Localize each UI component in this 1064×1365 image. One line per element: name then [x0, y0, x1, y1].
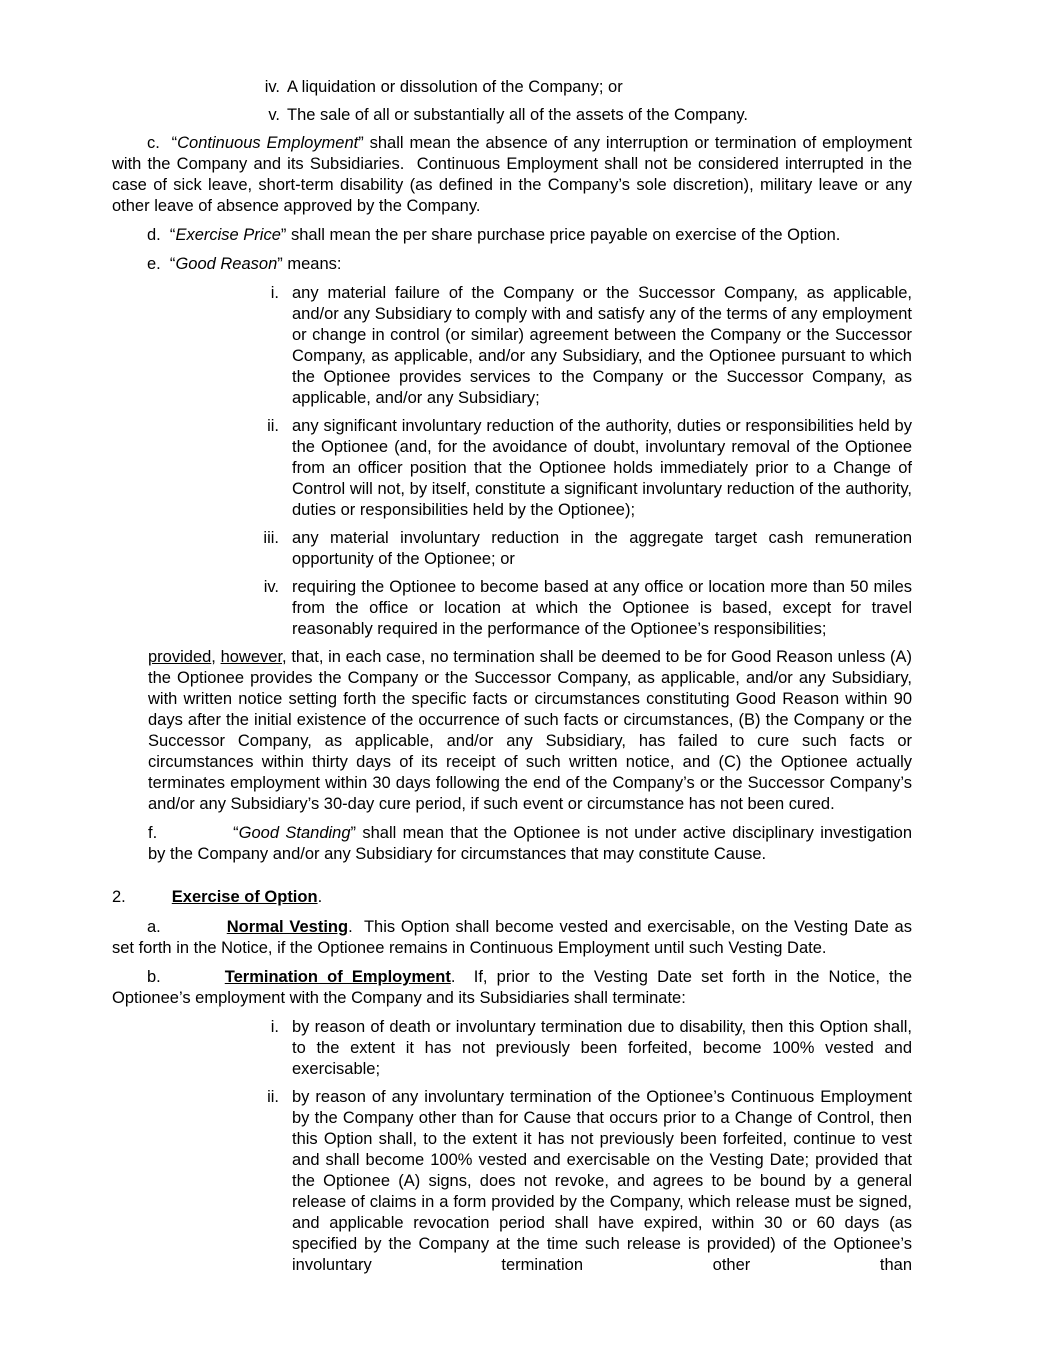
list-marker: iv.	[264, 78, 280, 96]
section-number: 2.	[112, 888, 126, 906]
proviso-separator: ,	[211, 648, 221, 666]
tab-spacer	[161, 931, 227, 932]
paragraph-title: Normal Vesting	[226, 918, 349, 936]
section-title: Exercise of Option	[171, 888, 318, 906]
definition-good-standing	[148, 823, 912, 865]
list-marker: ii.	[267, 1088, 279, 1106]
paragraph-body: . This Option shall become vested and exercisable, on the Vesting Date as set forth in the Notice, if the Optionee remains in Continuous Employment until such Vesting Date.	[112, 918, 912, 957]
defined-term: Good Standing	[238, 824, 351, 842]
definition-body: ” shall mean the per share purchase price payable on exercise of the Option.	[280, 226, 841, 244]
underlined-word: however	[220, 648, 283, 666]
paragraph-title: Termination of Employment	[224, 968, 451, 986]
proviso-body: , that, in each case, no termination shall be deemed to be for Good Reason unless (A) the Optionee provides the Company or the Successor Company, as applicable, and/or any Subsidiary, with written notice setting forth the specific facts or circumstances constituting Good Reason within 90 days after the initial existence of the occurrence of such facts or circumstances, (B) the Company or the Successor Company, as applicable, and/or any Subsidiary, has failed to cure such facts or circumstances within thirty days of its receipt of such written notice, and (C) the Optionee actually terminates employment within 30 days following the end of the Company’s or the Successor Company’s and/or any Subsidiary’s 30-day cure period, if such event or circumstance has not been cured.	[148, 648, 913, 813]
defined-term: Exercise Price	[175, 226, 281, 244]
termination-item-ii	[112, 1087, 912, 1276]
list-item-text: by reason of any involuntary termination of the Optionee’s Continuous Employment by the Company other than for Cause that occurs prior to a Change of Control, then this Option shall, to the extent it has not previously been forfeited, continue to vest and shall become 100% vested and exercisable on the Vesting Date; provided that the Optionee (A) signs, does not revoke, and agrees to be bound by a general release of claims in a form provided by the Company, which release must be signed, and applicable revocation period shall have expired, within 30 or 60 days (as specified by the Company at the time such release is provided) of the Optionee’s involuntary termination other than	[292, 1088, 912, 1274]
good-reason-item-iv	[112, 577, 912, 640]
list-item-text: by reason of death or involuntary termination due to disability, then this Option shall, to the extent it has not previously been forfeited, become 100% vested and exercisable;	[292, 1018, 912, 1078]
definition-marker: f.	[148, 824, 158, 842]
tab-spacer	[126, 901, 172, 902]
list-item-text: requiring the Optionee to become based at any office or location more than 50 miles from the office or location at which the Optionee is based, except for travel reasonably required in the performance of the Optionee’s responsibilities;	[292, 578, 912, 638]
change-of-control-item-v	[112, 105, 912, 126]
definition-lead: d. “	[147, 226, 176, 244]
list-item-text: A liquidation or dissolution of the Company; or	[287, 78, 623, 96]
definition-body: ” shall mean that the Optionee is not under active disciplinary investigation by the Company and/or any Subsidiary for circumstances that may constitute Cause.	[148, 824, 912, 863]
defined-term: Good Reason	[175, 255, 278, 273]
list-item-text: any material involuntary reduction in the aggregate target cash remuneration opportunity of the Optionee; or	[292, 529, 912, 568]
paragraph-normal-vesting	[112, 917, 912, 959]
definition-lead: “	[233, 824, 239, 842]
change-of-control-item-iv	[112, 77, 912, 98]
definition-good-reason	[112, 254, 912, 275]
underlined-word: provided	[148, 648, 212, 666]
list-item-text: any significant involuntary reduction of the authority, duties or responsibilities held by the Optionee (and, for the avoidance of doubt, involuntary removal of the Optionee from an officer position that the Optionee holds immediately prior to a Change of Control will not, by itself, constitute a significant involuntary reduction of the authority, duties or responsibilities held by the Optionee);	[292, 417, 912, 519]
list-marker: i.	[270, 1018, 279, 1036]
list-marker: ii.	[267, 417, 279, 435]
list-marker: v.	[268, 106, 280, 124]
tab-spacer	[161, 981, 225, 982]
paragraph-marker: a.	[147, 918, 161, 936]
paragraph-termination-of-employment	[112, 967, 912, 1009]
good-reason-item-ii	[112, 416, 912, 521]
definition-body: ” means:	[277, 255, 342, 273]
good-reason-item-i	[112, 283, 912, 409]
definition-exercise-price	[112, 225, 912, 246]
definition-lead: e. “	[147, 255, 176, 273]
list-item-text: any material failure of the Company or the Successor Company, as applicable, and/or any Subsidiary to comply with and satisfy any of the terms of any employment or change in control (or similar) agreement between the Company or the Successor Company, as applicable, and/or any Subsidiary, and the Optionee pursuant to which the Optionee provides services to the Company or the Successor Company, as applicable, and/or any Subsidiary;	[292, 284, 912, 407]
section-period: .	[317, 888, 323, 906]
definition-lead: c. “	[147, 134, 178, 152]
termination-item-i	[112, 1017, 912, 1080]
section-2-heading	[112, 887, 912, 908]
list-marker: iv.	[263, 578, 279, 596]
definition-body: ” shall mean the absence of any interruption or termination of employment with the Company and its Subsidiaries. Continuous Employment shall not be considered interrupted in the case of sick leave, short-term disability (as defined in the Company’s sole discretion), military leave or any other leave of absence approved by the Company.	[112, 134, 912, 215]
list-item-text: The sale of all or substantially all of the assets of the Company.	[287, 106, 749, 124]
tab-spacer	[157, 837, 233, 838]
defined-term: Continuous Employment	[177, 134, 359, 152]
paragraph-body: . If, prior to the Vesting Date set forth in the Notice, the Optionee’s employment with the Company and its Subsidiaries shall terminate:	[112, 968, 912, 1007]
definition-continuous-employment	[112, 133, 912, 217]
list-marker: iii.	[263, 529, 279, 547]
good-reason-proviso	[148, 647, 912, 815]
good-reason-item-iii	[112, 528, 912, 570]
list-marker: i.	[270, 284, 279, 302]
paragraph-marker: b.	[147, 968, 161, 986]
